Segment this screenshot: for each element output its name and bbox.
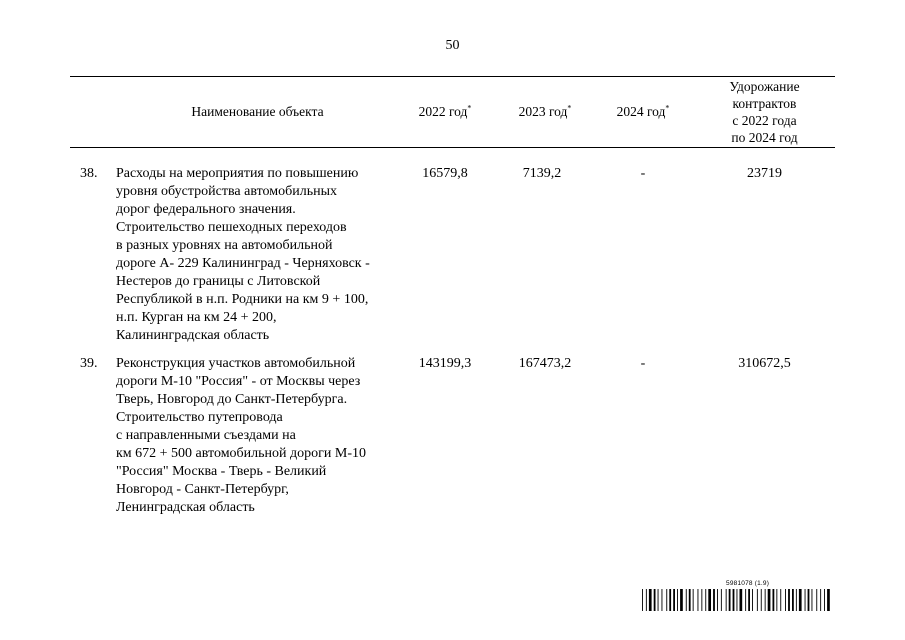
row-value-increase: 310672,5: [738, 356, 791, 371]
row-value-2023: 167473,2: [518, 356, 572, 371]
row-value-2022: 143199,3: [418, 356, 472, 371]
row-value-2022: 16579,8: [422, 166, 468, 181]
row-value-2023: 7139,2: [522, 166, 562, 181]
header-name: Наименование объекта: [191, 104, 324, 119]
row-value-increase: 23719: [747, 166, 782, 181]
header-2023: 2023 год*: [518, 103, 572, 119]
row-object-name: Расходы на мероприятия по повышению уровня обустройства автомобильных дорог федерального значения. Строительство пешеходных переходов в разных уровнях на автомобильной дороге А- 229 Калининград - Черняховск - Нестеров до границы с Литовской Республикой в н.п. Родники на км 9 + 100, н.п. Курган на км 24 + 200, Калининградская область: [116, 166, 370, 343]
row-value-2024: -: [640, 356, 646, 371]
table-top-rule: [70, 76, 835, 77]
table-header-rule: [70, 147, 835, 148]
barcode-number: 5981078 (1.9): [726, 580, 770, 587]
header-2024: 2024 год*: [616, 103, 670, 119]
page-number: 50: [445, 38, 460, 53]
row-number: 38.: [80, 166, 98, 181]
header-increase: Удорожание контрактов с 2022 года по 2024 год: [729, 79, 800, 145]
header-2022: 2022 год*: [418, 103, 472, 119]
row-value-2024: -: [640, 166, 646, 181]
barcode-icon: [642, 589, 830, 611]
row-object-name: Реконструкция участков автомобильной дороги М-10 "Россия" - от Москвы через Тверь, Новгород до Санкт-Петербурга. Строительство путепровода с направленными съездами на км 672 + 500 автомобильной дороги М-10 "Россия" Москва - Тверь - Великий Новгород - Санкт-Петербург, Ленинградская область: [116, 356, 366, 515]
row-number: 39.: [80, 356, 98, 371]
